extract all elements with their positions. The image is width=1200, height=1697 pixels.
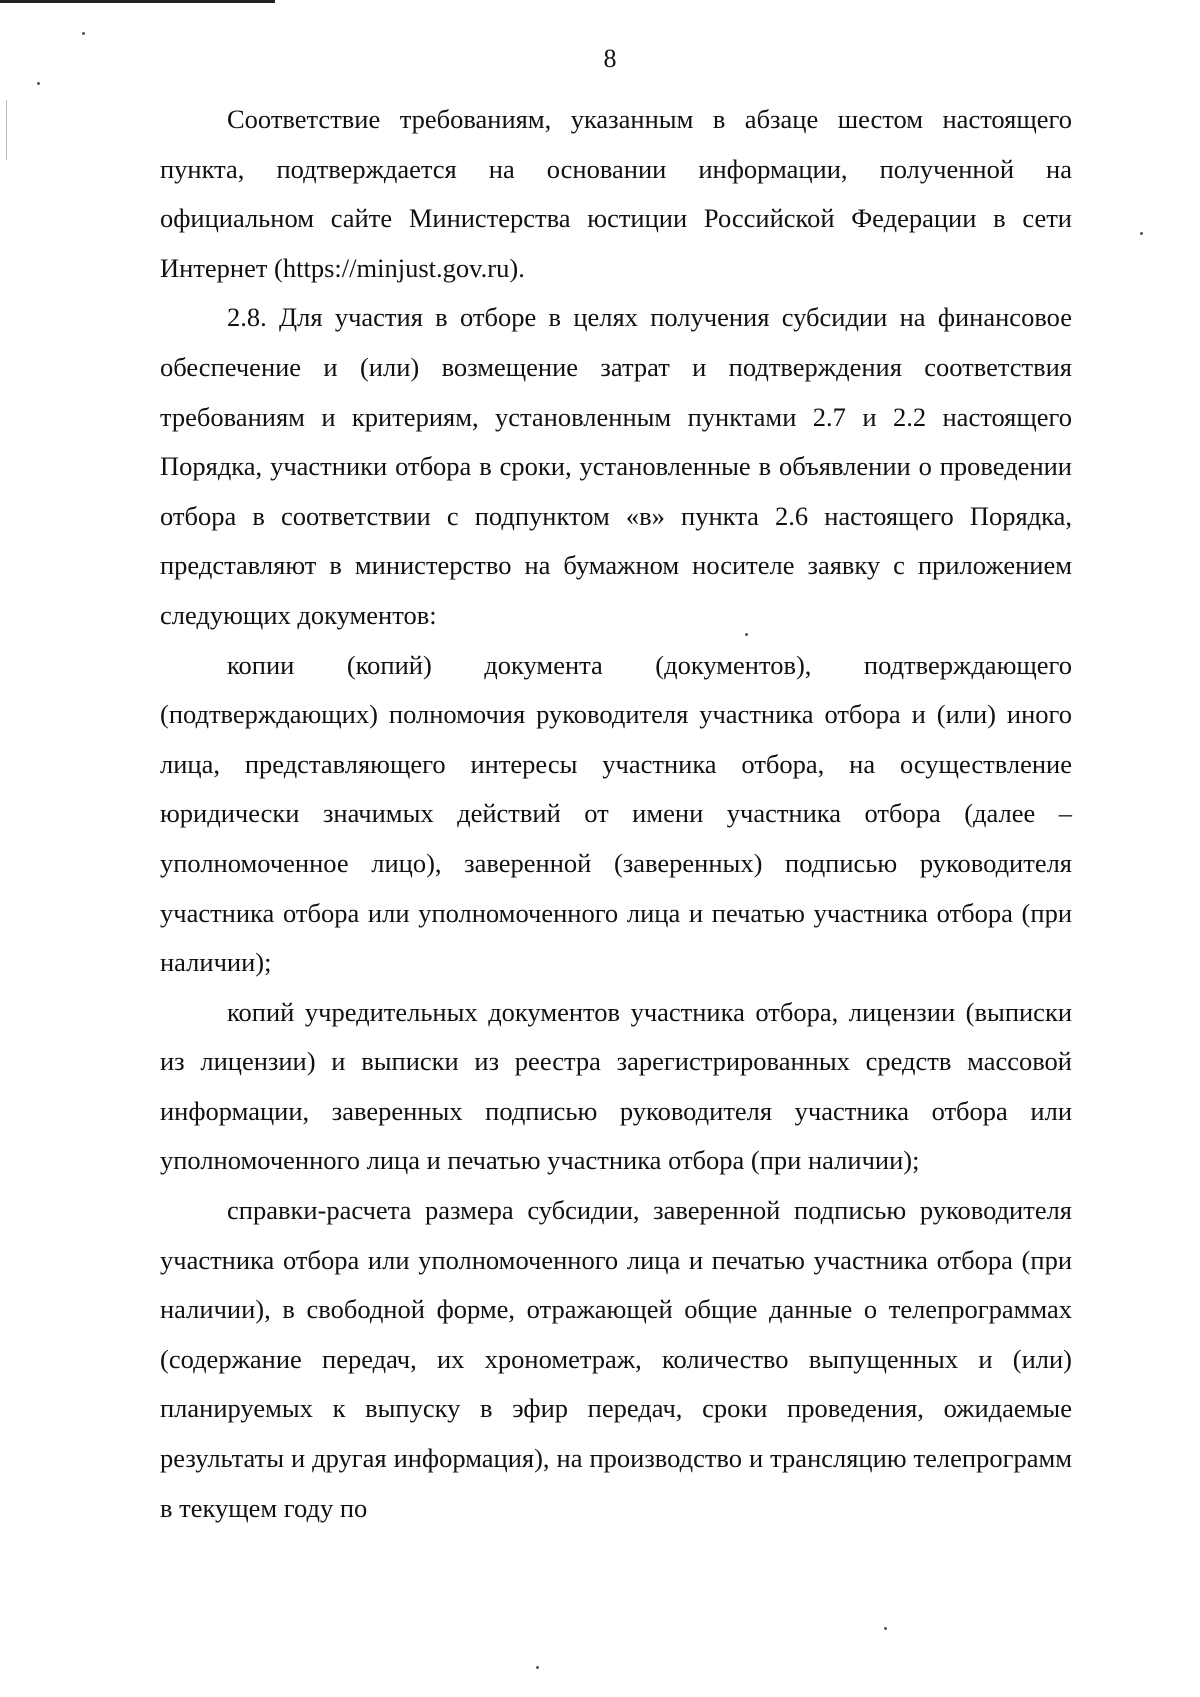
paragraph-section-2-8: 2.8. Для участия в отборе в целях получения субсидии на финансовое обеспечение и (или) возмещение затрат и подтверждения соответствия требованиям и критериям, установленным пунктами 2.7 и 2.2 настоящего Порядка, участники отбора в сроки, установленные в объявлении о проведении отбора в соответствии с подпунктом «в» пункта 2.6 настоящего Порядка, представляют в министерство на бумажном носителе заявку с приложением следующих документов:	[160, 302, 1072, 630]
paragraph-compliance-confirmation: Соответствие требованиям, указанным в абзаце шестом настоящего пункта, подтверждается на основании информации, полученной на официальном сайте Министерства юстиции Российской Федерации в сети Интернет (https://minjust.gov.ru).	[160, 104, 1072, 283]
scan-speck	[82, 32, 85, 35]
scan-speck	[536, 1666, 539, 1669]
scan-speck	[884, 1627, 887, 1630]
page-number: 8	[603, 44, 617, 73]
paragraph-authority-documents: копии (копий) документа (документов), подтверждающего (подтверждающих) полномочия руководителя участника отбора и (или) иного лица, представляющего интересы участника отбора, на осуществление юридически значимых действий от имени участника отбора (далее – уполномоченное лицо), заверенной (заверенных) подписью руководителя участника отбора или уполномоченного лица и печатью участника отбора (при наличии);	[160, 649, 1072, 978]
paragraph-subsidy-calculation: справки-расчета размера субсидии, заверенной подписью руководителя участника отбора или уполномоченного лица и печатью участника отбора (при наличии), в свободной форме, отражающей общие данные о телепрограммах (содержание передач, их хронометраж, количество выпущенных и (или) планируемых к выпуску в эфир передач, сроки проведения, ожидаемые результаты и другая информация), на производство и трансляцию телепрограмм в текущем году по	[160, 1195, 1072, 1523]
scan-edge-line	[0, 0, 275, 3]
scan-margin-mark	[6, 100, 7, 160]
paragraph-founding-documents: копий учредительных документов участника отбора, лицензии (выписки из лицензии) и выписки из реестра зарегистрированных средств массовой информации, заверенных подписью руководителя участника отбора или уполномоченного лица и печатью участника отбора (при наличии);	[160, 996, 1072, 1176]
scan-speck	[1140, 232, 1143, 235]
scan-speck	[37, 82, 40, 85]
document-body	[160, 95, 1072, 1533]
